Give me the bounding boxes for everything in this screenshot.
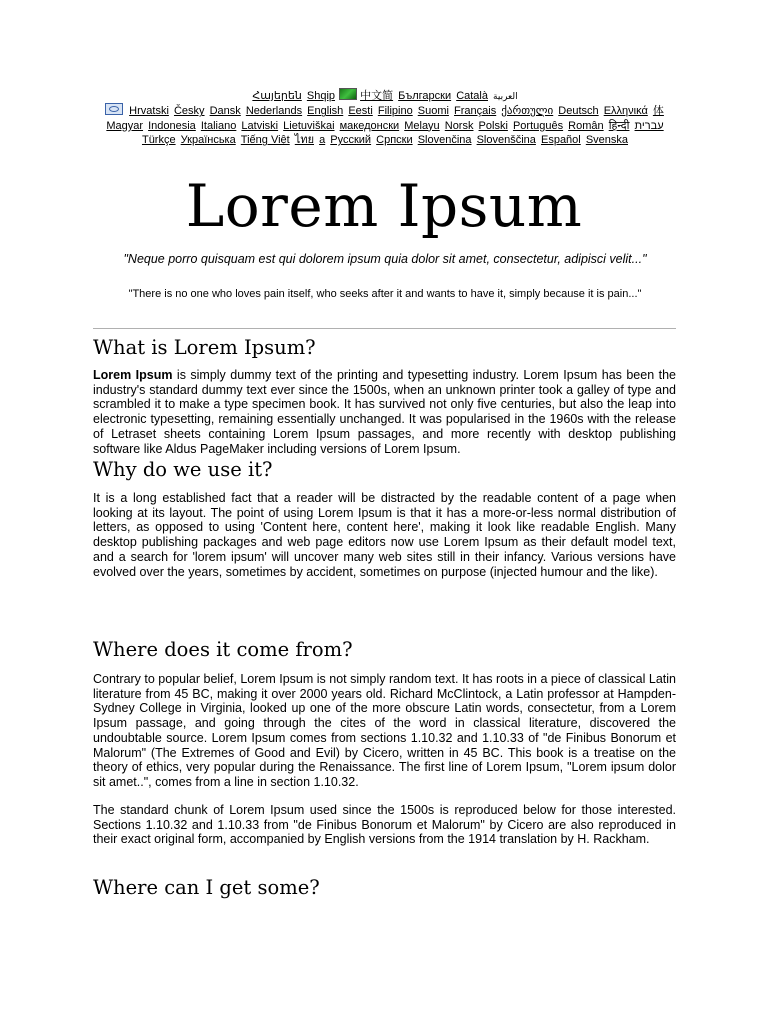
divider: [93, 328, 676, 329]
section-text-where-1: Contrary to popular belief, Lorem Ipsum is not simply random text. It has roots in a piece of classical Latin literature from 45 BC, making it over 2000 years old. Richard McClintock, a Latin professor at Hampden-Sydney College in Virginia, looked up one of the more obscure Latin words, consectetur, from a Lorem Ipsum passage, and going through the cites of the word in classical literature, discovered the undoubtable source. Lorem Ipsum comes from sections 1.10.32 and 1.10.33 of "de Finibus Bonorum et Malorum" (The Extremes of Good and Evil) by Cicero, written in 45 BC. This book is a treatise on the theory of ethics, very popular during the Renaissance. The first line of Lorem Ipsum, "Lorem ipsum dolor sit amet..", comes from a line in section 1.10.32.: [93, 672, 676, 789]
flag-icon: [339, 88, 357, 100]
lang-link[interactable]: עברית: [634, 119, 664, 132]
lang-link[interactable]: Türkçe: [141, 134, 176, 147]
lang-link[interactable]: Magyar: [106, 119, 144, 132]
lang-link[interactable]: Česky: [173, 105, 205, 118]
lang-link[interactable]: Español: [540, 134, 581, 147]
lang-link[interactable]: Hrvatski: [129, 105, 169, 118]
lang-link[interactable]: Eesti: [348, 105, 373, 118]
lang-link[interactable]: Русский: [330, 134, 372, 147]
lang-link[interactable]: Italiano: [200, 119, 237, 132]
lang-link[interactable]: Українська: [180, 134, 236, 147]
lang-link[interactable]: Shqip: [306, 90, 336, 102]
lang-link[interactable]: Deutsch: [558, 105, 599, 118]
lang-link[interactable]: English: [307, 105, 344, 118]
lang-link[interactable]: Tiếng Việt: [240, 134, 290, 147]
lang-link[interactable]: Dansk: [209, 105, 241, 118]
lorem-ipsum-bold: Lorem Ipsum: [93, 368, 173, 382]
lang-link[interactable]: हिन्दी: [608, 119, 630, 132]
flag-icon: [105, 103, 123, 115]
lang-link[interactable]: Slovenčina: [417, 134, 472, 147]
lang-link[interactable]: Српски: [376, 134, 413, 147]
lang-link[interactable]: македонски: [339, 119, 400, 132]
language-row-4: [90, 133, 680, 147]
lang-link[interactable]: Ελληνικά: [603, 105, 648, 118]
section-text-where-2: The standard chunk of Lorem Ipsum used since the 1500s is reproduced below for those interested. Sections 1.10.32 and 1.10.33 from "de Finibus Bonorum et Malorum" by Cicero are also reproduced in their exact original form, accompanied by English versions from the 1914 translation by H. Rackham.: [93, 803, 676, 847]
section-text-why: It is a long established fact that a reader will be distracted by the readable content of a page when looking at its layout. The point of using Lorem Ipsum is that it has a more-or-less normal distribution of letters, as opposed to using 'Content here, content here', making it look like readable English. Many desktop publishing packages and web page editors now use Lorem Ipsum as their default model text, and a search for 'lorem ipsum' will uncover many web sites still in their infancy. Various versions have evolved over the years, sometimes by accident, sometimes on purpose (injected humour and the like).: [93, 491, 676, 579]
english-quote: "There is no one who loves pain itself, who seeks after it and wants to have it, simply because it is pain...": [128, 288, 642, 300]
lang-link[interactable]: Polski: [478, 119, 508, 132]
section-text-what: [93, 368, 676, 456]
lang-link[interactable]: Հայերեն: [252, 90, 302, 102]
page-title: Lorem Ipsum: [185, 172, 583, 240]
lang-link[interactable]: Filipino: [377, 105, 413, 118]
lang-link[interactable]: a: [319, 134, 326, 147]
what-body-text: is simply dummy text of the printing and typesetting industry. Lorem Ipsum has been the industry's standard dummy text ever since the 1500s, when an unknown printer took a galley of type and scrambled it to make a type specimen book. It has survived not only five centuries, but also the leap into electronic typesetting, remaining essentially unchanged. It was popularised in the 1960s with the release of Letraset sheets containing Lorem Ipsum passages, and more recently with desktop publishing software like Aldus PageMaker including versions of Lorem Ipsum.: [93, 368, 676, 456]
lang-link[interactable]: Català: [456, 90, 488, 102]
lang-link[interactable]: Français: [454, 105, 497, 118]
lang-link[interactable]: ქართული: [501, 105, 554, 118]
section-heading-where: Where does it come from?: [93, 638, 353, 661]
section-heading-get: Where can I get some?: [93, 876, 320, 899]
language-links: [90, 88, 680, 148]
lang-link[interactable]: Lietuviškai: [283, 119, 335, 132]
section-heading-what: What is Lorem Ipsum?: [93, 336, 316, 359]
lang-link[interactable]: Latviski: [241, 119, 279, 132]
section-heading-why: Why do we use it?: [93, 458, 273, 481]
language-row-3: [90, 119, 680, 133]
lang-link[interactable]: Român: [568, 119, 604, 132]
lang-link[interactable]: Slovenščina: [476, 134, 536, 147]
language-row-2: [90, 103, 680, 118]
lang-link[interactable]: Svenska: [585, 134, 629, 147]
lang-link[interactable]: Nederlands: [245, 105, 303, 118]
lang-link[interactable]: العربية: [493, 91, 518, 101]
language-row-1: [90, 88, 680, 103]
lang-link[interactable]: Melayu: [404, 119, 440, 132]
lang-link[interactable]: ไทย: [294, 134, 315, 147]
lang-link[interactable]: 中文简: [360, 90, 394, 102]
lang-link[interactable]: Suomi: [417, 105, 449, 118]
lang-link[interactable]: Indonesia: [148, 119, 196, 132]
latin-quote: "Neque porro quisquam est qui dolorem ipsum quia dolor sit amet, consectetur, adipisci velit...": [123, 252, 647, 266]
lang-link[interactable]: Português: [512, 119, 564, 132]
lang-link[interactable]: Български: [398, 90, 452, 102]
lang-link[interactable]: Norsk: [444, 119, 474, 132]
lang-link[interactable]: 体: [652, 105, 664, 118]
